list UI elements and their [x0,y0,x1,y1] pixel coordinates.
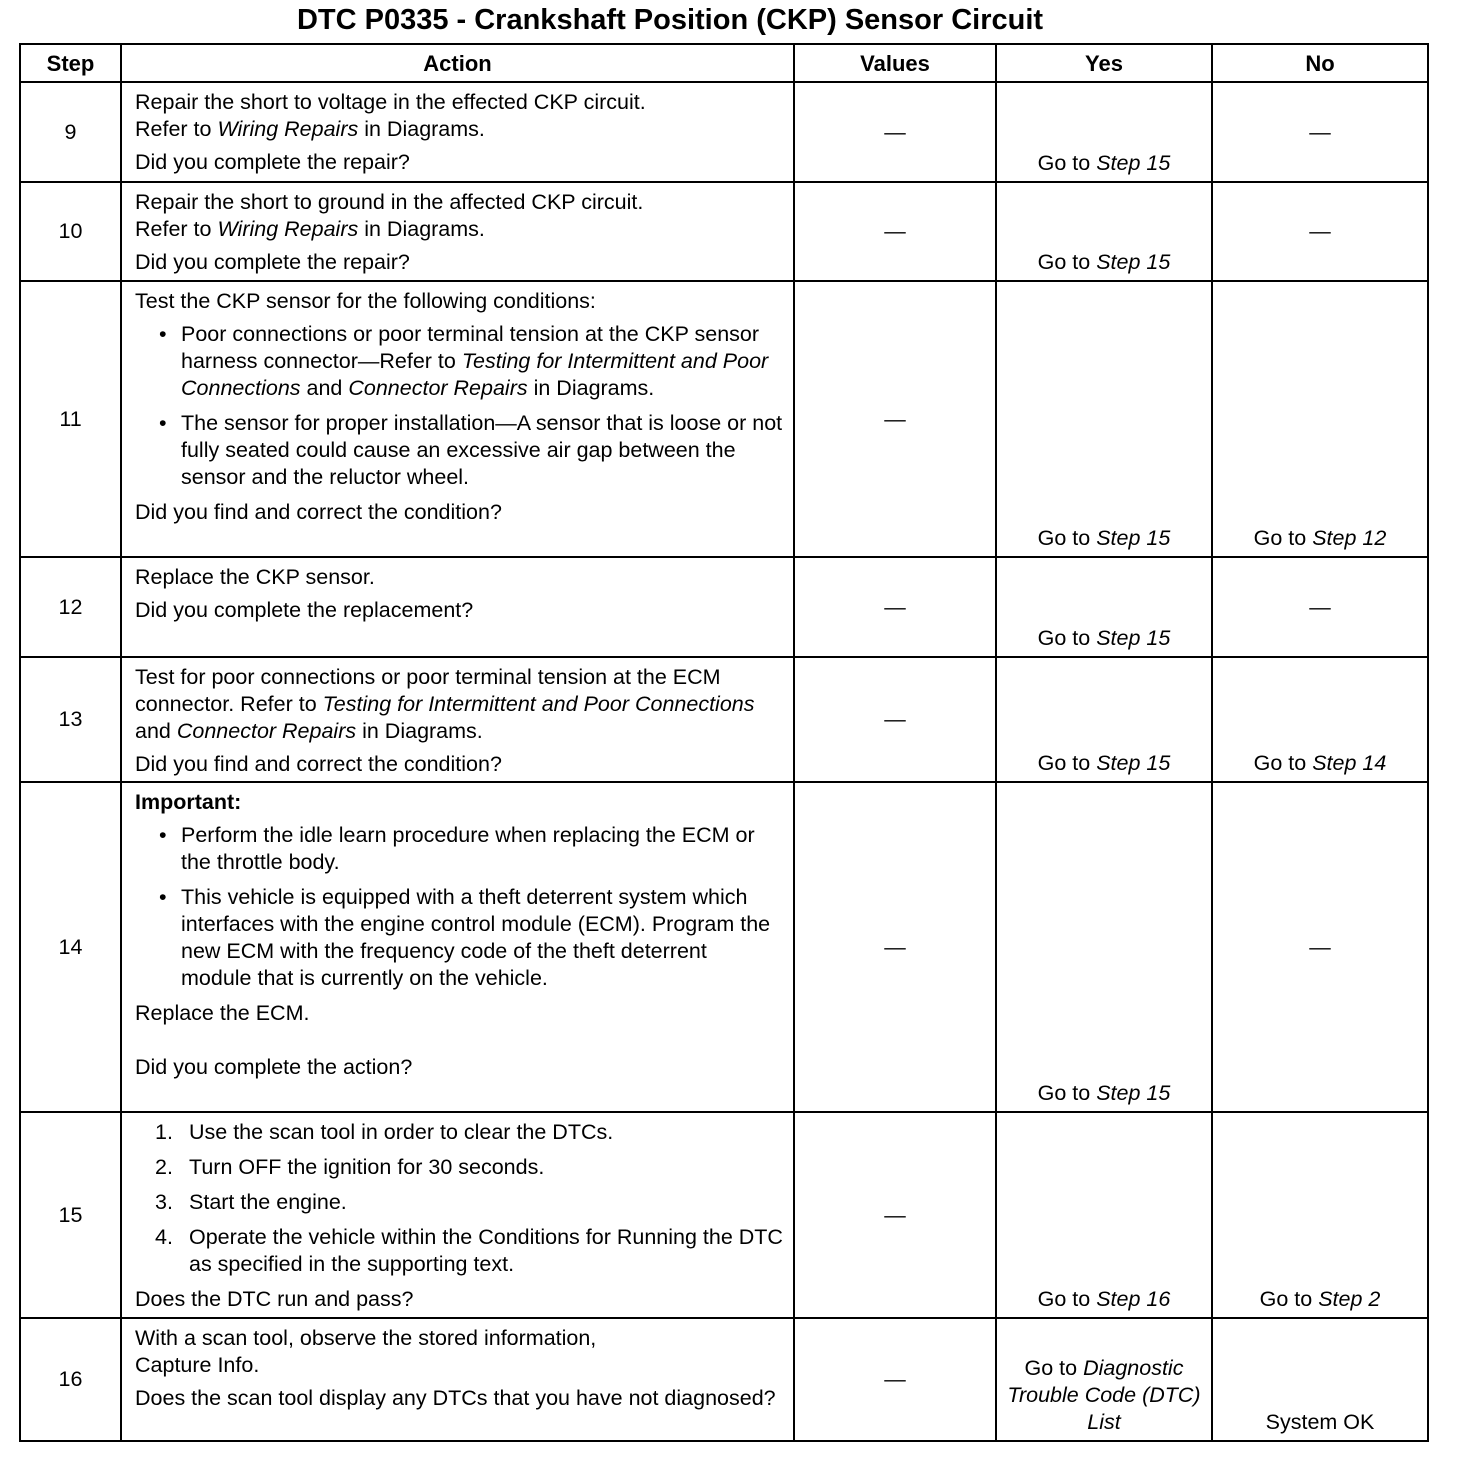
action-cell [121,1318,794,1441]
yes-cell: Go to Step 15 [996,182,1212,281]
action-cell [121,1112,794,1318]
diagnostic-table [19,43,1429,1442]
step-number: 9 [20,82,121,182]
action-cell [121,782,794,1112]
numbered-list [135,1119,783,1278]
action-text: Refer to Wiring Repairs in Diagrams. [135,217,485,241]
list-item: 2. Turn OFF the ignition for 30 seconds. [155,1155,545,1179]
question-text: Does the scan tool display any DTCs that you have not diagnosed? [135,1386,776,1410]
no-cell: — [1212,557,1428,657]
action-cell [121,557,794,657]
step-number: 10 [20,182,121,281]
header-row [20,44,1428,82]
no-cell: — [1212,782,1428,1112]
action-cell [121,82,794,182]
header-no: No [1212,44,1428,82]
step-number: 11 [20,281,121,557]
action-text: Test for poor connections or poor terminal tension at the ECM connector. Refer to Testing for Intermittent and Poor Connections and Connector Repairs in Diagrams. [135,665,755,743]
question-text: Did you complete the action? [135,1055,413,1079]
values-cell: — [794,782,996,1112]
question-text: Did you find and correct the condition? [135,752,502,776]
values-cell: — [794,82,996,182]
action-text: Replace the CKP sensor. [135,565,375,589]
no-cell: Go to Step 14 [1212,657,1428,782]
list-item: 3. Start the engine. [155,1190,347,1214]
action-cell [121,281,794,557]
header-yes: Yes [996,44,1212,82]
question-text: Did you complete the repair? [135,150,410,174]
table-row [20,1112,1428,1318]
table-row [20,82,1428,182]
step-number: 14 [20,782,121,1112]
step-number: 15 [20,1112,121,1318]
yes-cell: Go to Step 15 [996,281,1212,557]
list-item: • Perform the idle learn procedure when replacing the ECM or the throttle body. [135,822,783,876]
step-number: 12 [20,557,121,657]
header-step: Step [20,44,121,82]
values-cell: — [794,281,996,557]
values-cell: — [794,557,996,657]
list-item: • The sensor for proper installation—A sensor that is loose or not fully seated could cause an excessive air gap between the sensor and the reluctor wheel. [135,410,783,491]
action-text: Repair the short to ground in the affected CKP circuit. [135,190,644,214]
action-text: With a scan tool, observe the stored information, Capture Info. [135,1326,597,1377]
yes-cell: Go to Step 15 [996,782,1212,1112]
action-text: Refer to Wiring Repairs in Diagrams. [135,117,485,141]
page-title: DTC P0335 - Crankshaft Position (CKP) Sensor Circuit [296,4,1044,36]
yes-cell: Go to Step 16 [996,1112,1212,1318]
table-row [20,281,1428,557]
action-text: Replace the ECM. [135,1001,310,1025]
action-text: Test the CKP sensor for the following conditions: [135,289,596,313]
table-row [20,182,1428,281]
table-row [20,782,1428,1112]
question-text: Did you complete the repair? [135,250,410,274]
no-cell: Go to Step 12 [1212,281,1428,557]
values-cell: — [794,1318,996,1441]
header-values: Values [794,44,996,82]
bullet-list [135,321,783,491]
table-row [20,657,1428,782]
question-text: Did you find and correct the condition? [135,500,502,524]
values-cell: — [794,1112,996,1318]
list-item: • Poor connections or poor terminal tension at the CKP sensor harness connector—Refer to Testing for Intermittent and Poor Connections and Connector Repairs in Diagrams. [135,321,783,402]
bullet-list [135,822,783,992]
action-cell [121,182,794,281]
values-cell: — [794,657,996,782]
question-text: Does the DTC run and pass? [135,1287,414,1311]
yes-cell: Go to Step 15 [996,82,1212,182]
list-item: 4. Operate the vehicle within the Conditions for Running the DTC as specified in the supporting text. [155,1225,783,1276]
table-row [20,1318,1428,1441]
question-text: Did you complete the replacement? [135,598,474,622]
no-cell: Go to Step 2 [1212,1112,1428,1318]
action-text: Repair the short to voltage in the effected CKP circuit. [135,90,646,114]
yes-cell: Go to Diagnostic Trouble Code (DTC) List [996,1318,1212,1441]
list-item: • This vehicle is equipped with a theft deterrent system which interfaces with the engine control module (ECM). Program the new ECM with the frequency code of the theft deterrent module that is currently on the vehicle. [135,884,783,992]
list-item: 1. Use the scan tool in order to clear the DTCs. [155,1120,614,1144]
header-action: Action [121,44,794,82]
yes-cell: Go to Step 15 [996,657,1212,782]
table-row [20,557,1428,657]
yes-cell: Go to Step 15 [996,557,1212,657]
values-cell: — [794,182,996,281]
step-number: 13 [20,657,121,782]
action-cell [121,657,794,782]
step-number: 16 [20,1318,121,1441]
important-label: Important: [135,790,242,814]
no-cell: — [1212,82,1428,182]
no-cell: — [1212,182,1428,281]
no-cell: System OK [1212,1318,1428,1441]
